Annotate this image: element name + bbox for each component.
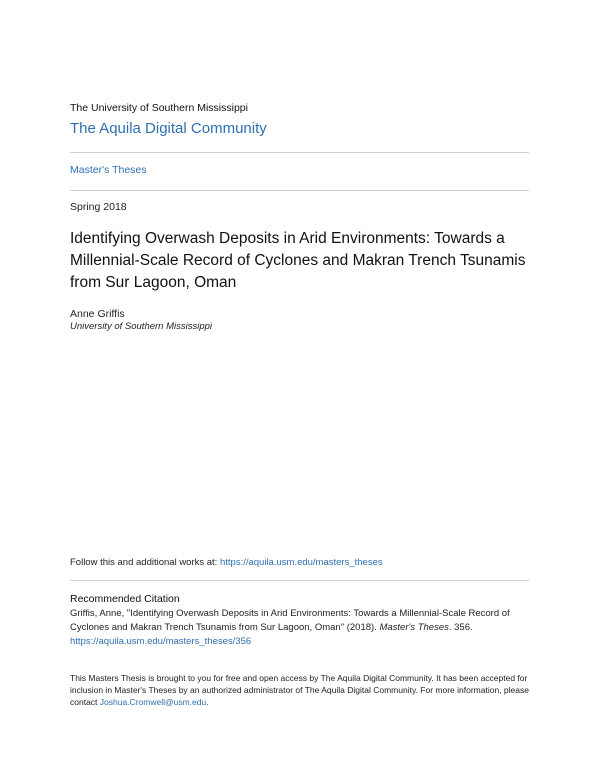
citation-link[interactable]: https://aquila.usm.edu/masters_theses/356 xyxy=(70,636,252,647)
follow-text: Follow this and additional works at: xyxy=(70,557,220,568)
divider xyxy=(70,580,529,581)
follow-line xyxy=(70,557,383,568)
contact-email-link[interactable]: Joshua.Cromwell@usm.edu xyxy=(99,697,207,707)
divider xyxy=(70,152,529,153)
notice-text: This Masters Thesis is brought to you for free and open access by The Aquila Digital Community. It has been accepted for inclusion in Master's Theses by an authorized administrator of The Aquila Digital Community. For more information, please contact xyxy=(70,673,529,707)
access-notice xyxy=(70,672,532,708)
follow-link[interactable]: https://aquila.usm.edu/masters_theses xyxy=(219,557,383,568)
university-name: The University of Southern Mississippi xyxy=(70,102,248,114)
citation-body: Griffis, Anne, "Identifying Overwash Deposits in Arid Environments: Towards a Millennial-Scale Record of Cyclones and Makran Trench Tsunamis from Sur Lagoon, Oman" (2018). xyxy=(70,608,510,633)
citation-number: . 356. xyxy=(448,622,473,633)
publication-date: Spring 2018 xyxy=(70,201,127,213)
series-link[interactable]: Master's Theses xyxy=(70,164,147,176)
citation-journal: Master's Theses xyxy=(379,622,449,633)
author-name: Anne Griffis xyxy=(70,308,125,320)
author-affiliation: University of Southern Mississippi xyxy=(70,321,213,332)
citation-heading: Recommended Citation xyxy=(70,593,180,605)
notice-end: . xyxy=(206,697,209,707)
thesis-title: Identifying Overwash Deposits in Arid Environments: Towards a Millennial-Scale Record of Cyclones and Makran Trench Tsunamis from Sur Lagoon, Oman xyxy=(70,230,526,291)
citation-text xyxy=(70,607,532,649)
divider xyxy=(70,190,529,191)
community-link[interactable]: The Aquila Digital Community xyxy=(70,120,267,137)
